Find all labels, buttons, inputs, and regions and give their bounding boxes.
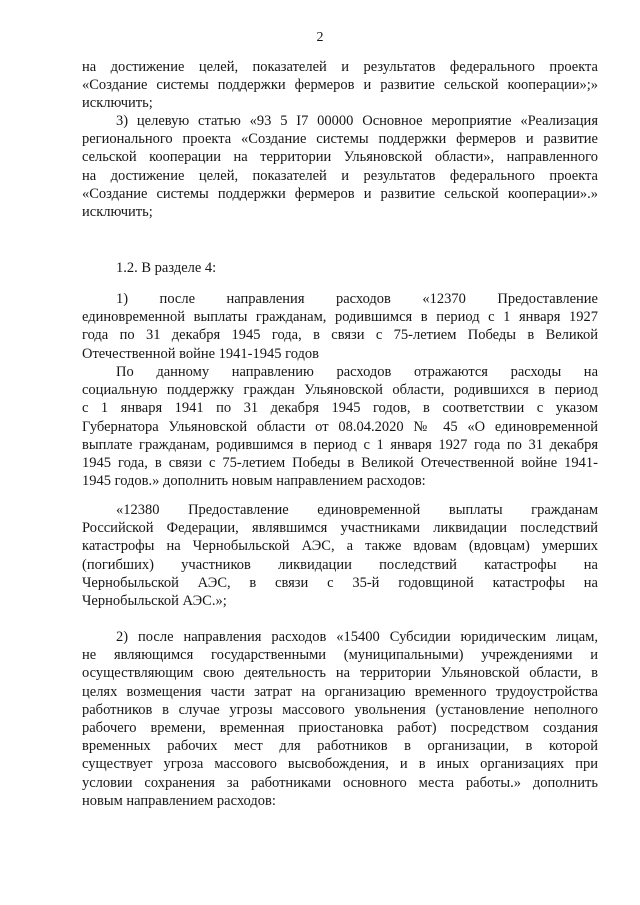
paragraph-continuation [82, 58, 598, 113]
text-line: сельской кооперации на территории Ульяновской области», направленного [82, 149, 598, 166]
text-line: года по 31 декабря 1945 года, в связи с 75-летием Победы в Великой [82, 327, 598, 344]
text-line: новым направлением расходов: [82, 792, 276, 809]
text-line: с 1 января 1941 по 31 декабря 1945 годов, в соответствии с указом [82, 400, 598, 417]
text-line: «Создание системы поддержки фермеров и развитие сельской кооперации».» [82, 185, 598, 202]
paragraph-description [82, 363, 598, 490]
text-line: единовременной выплаты гражданам, родившимся в период с 1 января 1927 [82, 309, 598, 326]
text-line: на достижение целей, показателей и результатов федерального проекта [82, 59, 598, 75]
text-line: Губернатора Ульяновской области от 08.04.2020 № 45 «О единовременной [82, 418, 598, 435]
text-line: не являющимся государственными (муниципальными) учреждениями и [82, 647, 598, 664]
section-heading [82, 259, 598, 277]
text-line: регионального проекта «Создание системы поддержки фермеров и развитие [82, 131, 598, 148]
text-line: 1.2. В разделе 4: [116, 260, 217, 276]
text-line: Российской Федерации, являвшимся участниками ликвидации последствий [82, 520, 598, 537]
text-line: существует угроза массового высвобождения, и в иных организациях при [82, 756, 598, 773]
text-line: исключить; [82, 95, 153, 112]
text-line: (погибших) участников ликвидации последствий катастрофы на [82, 556, 598, 573]
text-line: 1) после направления расходов «12370 Предоставление [116, 291, 598, 307]
text-line: исключить; [82, 203, 153, 220]
text-line: выплате гражданам, родившимся в период с 1 января 1927 года по 31 декабря [82, 436, 598, 453]
text-line: Чернобыльской АЭС.»; [82, 592, 227, 609]
text-line: 2) после направления расходов «15400 Субсидии юридическим лицам, [116, 629, 598, 645]
text-line: «Создание системы поддержки фермеров и развитие сельской кооперации»;» [82, 77, 598, 94]
paragraph-item-3 [82, 112, 598, 221]
text-line: рабочего времени, временная приостановка работ) посредством создания [82, 719, 598, 736]
text-line: 1945 годов.» дополнить новым направлением расходов: [82, 473, 426, 490]
paragraph-item-1 [82, 290, 598, 363]
text-line: целях возмещения части затрат на организацию временного трудоустройства [82, 683, 598, 700]
text-line: По данному направлению расходов отражаются расходы на [116, 364, 598, 380]
text-line: социальную поддержку граждан Ульяновской области, родившихся в период [82, 382, 598, 399]
text-line: «12380 Предоставление единовременной выплаты гражданам [116, 502, 598, 518]
text-line: Отечественной войне 1941-1945 годов [82, 345, 320, 362]
text-line: 3) целевую статью «93 5 I7 00000 Основное мероприятие «Реализация [116, 113, 598, 129]
page-number: 2 [316, 30, 324, 45]
text-line: на достижение целей, показателей и результатов федерального проекта [82, 167, 598, 184]
paragraph-item-2 [82, 628, 598, 810]
text-line: работников в случае угрозы массового увольнения (установление неполного [82, 701, 598, 718]
paragraph-new-direction-12380 [82, 501, 598, 610]
text-line: осуществляющим свою деятельность на территории Ульяновской области, в [82, 665, 598, 682]
text-line: катастрофы на Чернобыльской АЭС, а также вдовам (вдовцам) умерших [82, 538, 598, 555]
text-line: временных рабочих мест для работников в организации, в которой [82, 738, 598, 755]
text-line: Чернобыльской АЭС, в связи с 35-й годовщиной катастрофы на [82, 574, 598, 591]
text-line: 1945 года, в связи с 75-летием Победы в Великой Отечественной войне 1941- [82, 454, 598, 471]
text-line: условии сохранения за работниками основного места работы.» дополнить [82, 774, 598, 791]
